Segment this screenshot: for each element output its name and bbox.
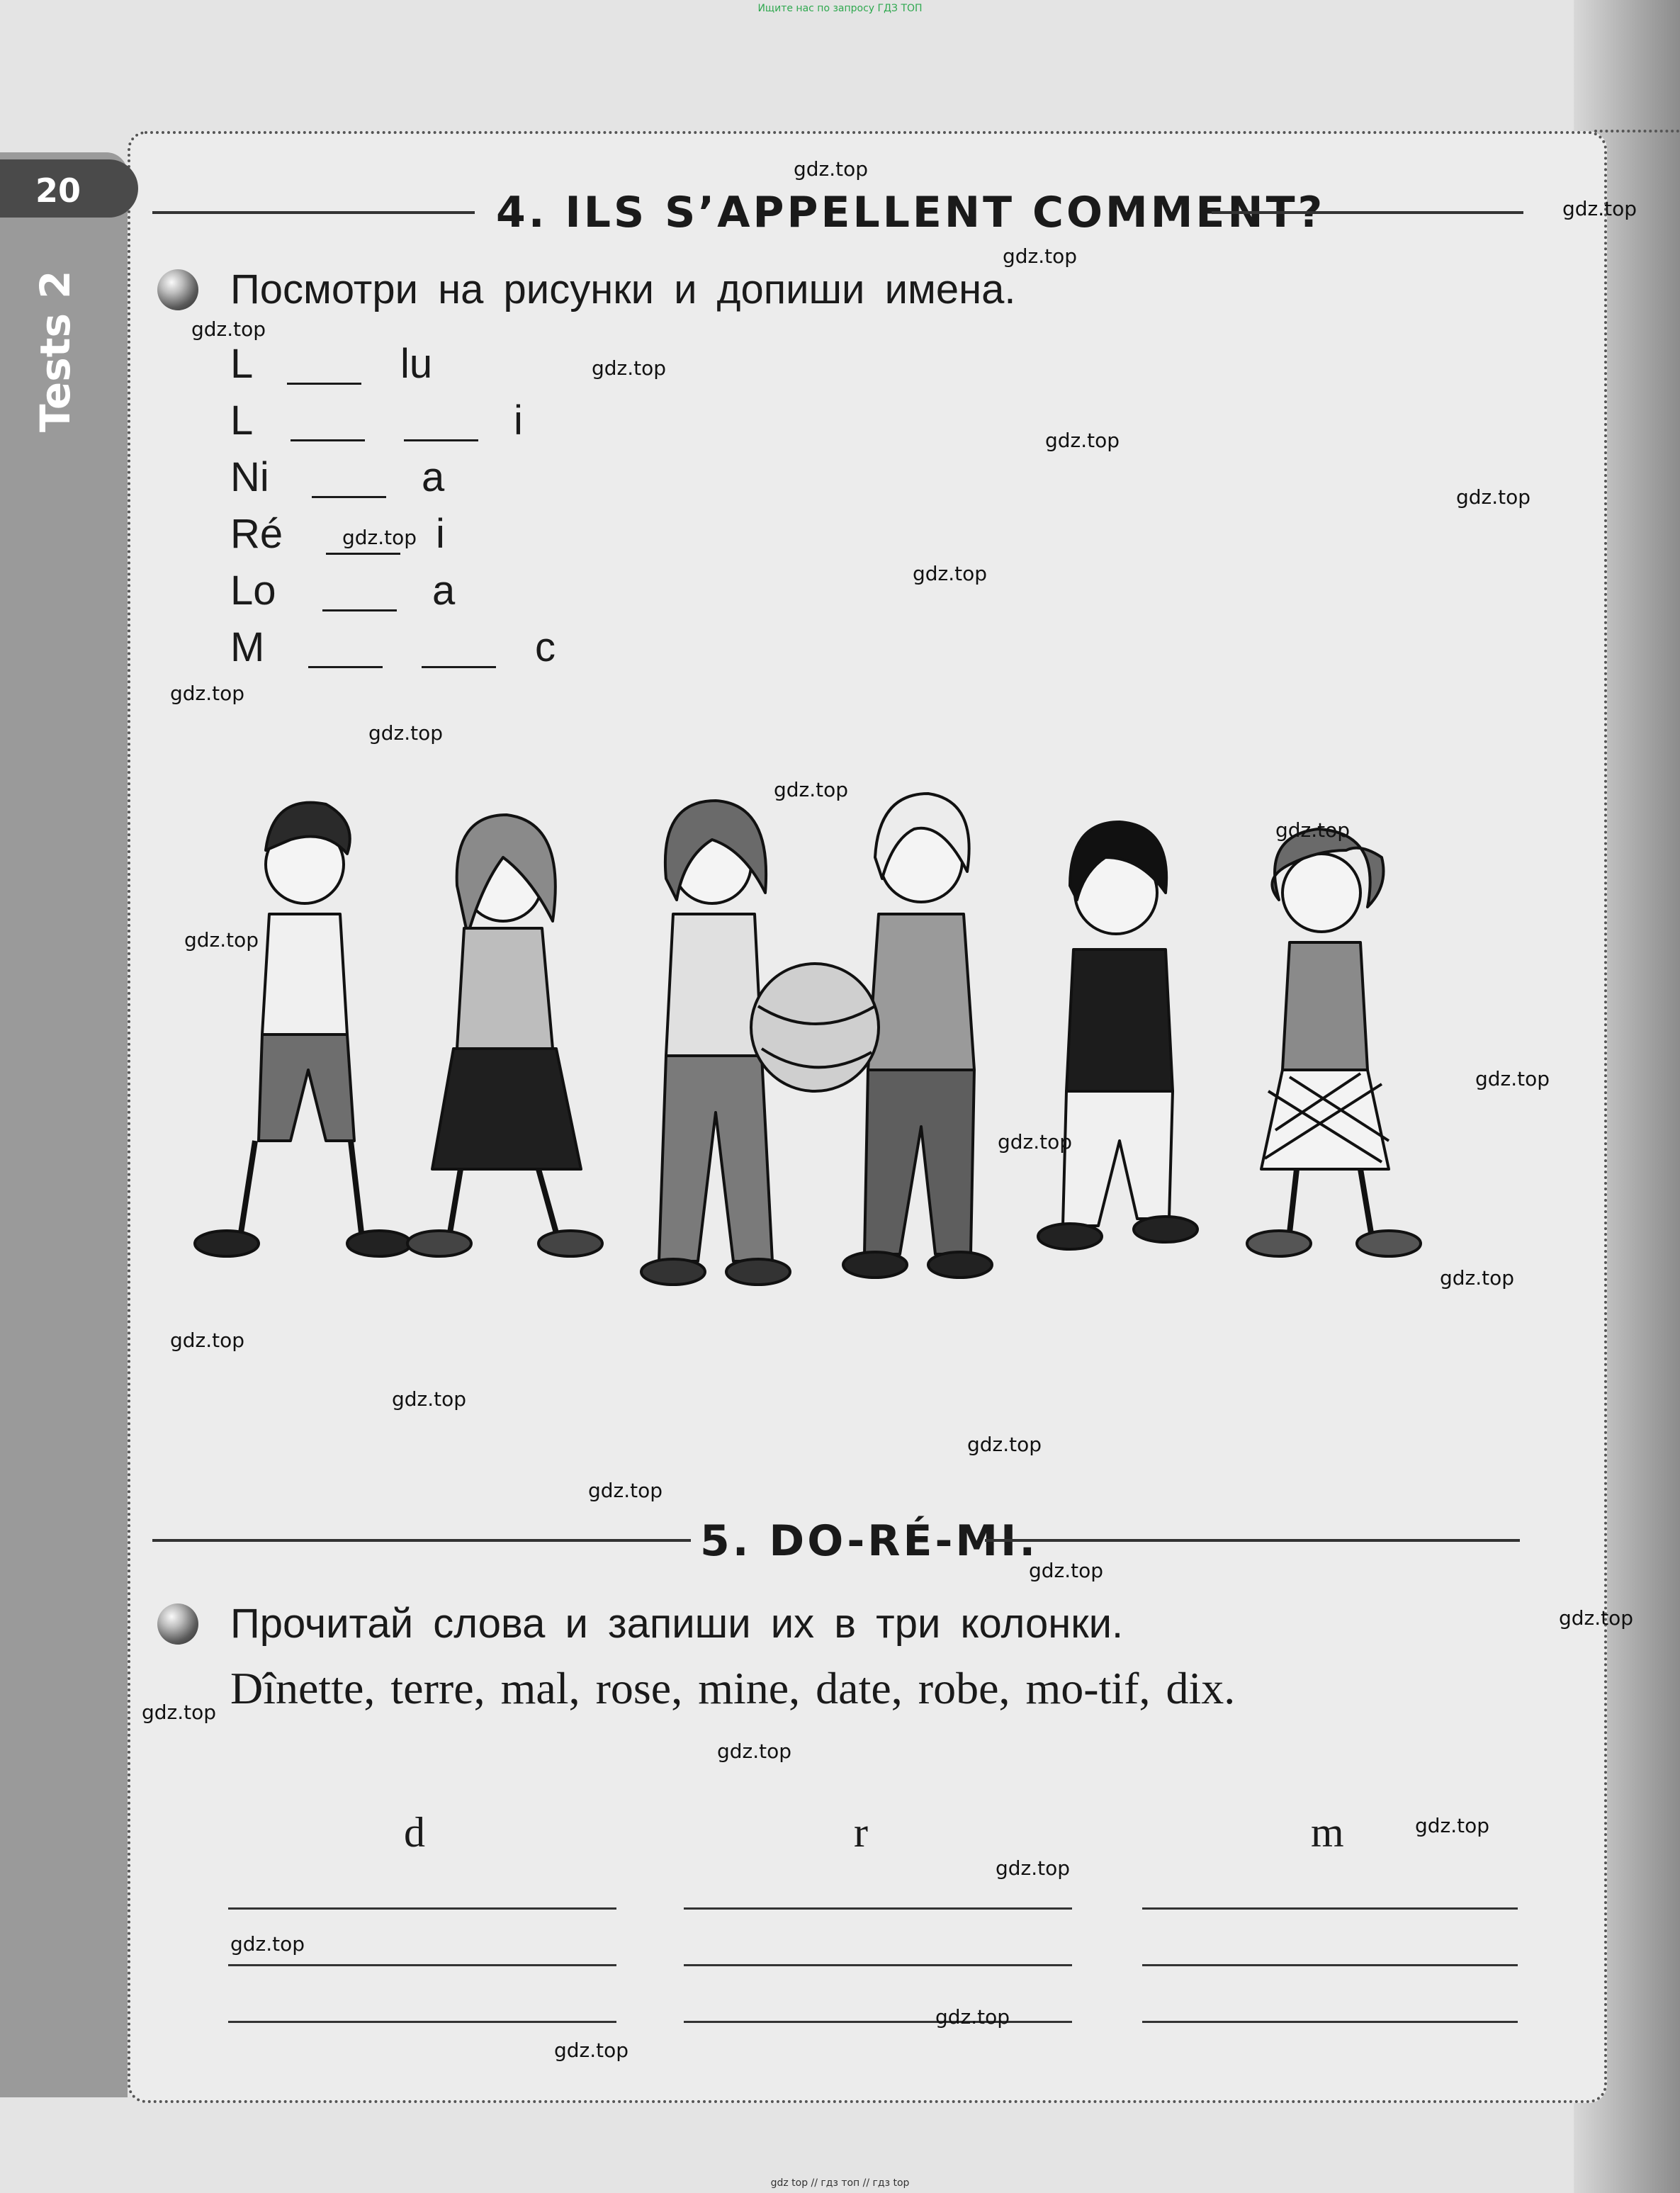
child-figure bbox=[751, 794, 992, 1278]
watermark: gdz.top bbox=[913, 562, 988, 585]
watermark: gdz.top bbox=[1003, 244, 1078, 268]
watermark: gdz.top bbox=[1440, 1266, 1515, 1290]
side-label: Tests 2 bbox=[31, 270, 79, 432]
letter-blank[interactable] bbox=[308, 666, 383, 668]
watermark: gdz.top bbox=[554, 2039, 629, 2062]
watermark: gdz.top bbox=[1275, 818, 1351, 842]
watermark: gdz.top bbox=[184, 928, 259, 952]
section5-rule-right bbox=[985, 1539, 1520, 1542]
answer-line[interactable] bbox=[684, 1907, 1072, 1910]
watermark: gdz.top bbox=[191, 317, 266, 341]
name-start: L bbox=[230, 341, 254, 387]
page-frame-edge bbox=[1594, 130, 1679, 133]
watermark: gdz.top bbox=[774, 778, 849, 801]
section5-rule-left bbox=[152, 1539, 691, 1542]
watermark: gdz.top bbox=[1029, 1559, 1104, 1582]
watermark: gdz.top bbox=[794, 157, 869, 181]
watermark: gdz.top bbox=[1475, 1067, 1550, 1090]
child-figure bbox=[407, 815, 602, 1256]
name-end: lu bbox=[400, 341, 433, 387]
answer-line[interactable] bbox=[1142, 2021, 1518, 2023]
watermark: gdz.top bbox=[368, 721, 444, 745]
letter-blank[interactable] bbox=[322, 609, 397, 611]
name-end: a bbox=[432, 568, 456, 614]
answer-line[interactable] bbox=[228, 1964, 616, 1966]
letter-blank[interactable] bbox=[312, 496, 386, 498]
letter-blank[interactable] bbox=[291, 439, 365, 441]
watermark: gdz.top bbox=[230, 1932, 305, 1956]
answer-line[interactable] bbox=[684, 2021, 1072, 2023]
answer-line[interactable] bbox=[1142, 1964, 1518, 1966]
answer-line[interactable] bbox=[684, 1964, 1072, 1966]
name-end: a bbox=[422, 454, 445, 500]
side-tab bbox=[0, 152, 128, 2097]
letter-blank[interactable] bbox=[326, 553, 400, 555]
watermark: gdz.top bbox=[717, 1740, 792, 1763]
watermark: gdz.top bbox=[967, 1433, 1042, 1456]
watermark: gdz.top bbox=[998, 1130, 1073, 1154]
watermark: gdz.top bbox=[1045, 429, 1120, 452]
name-start: Ni bbox=[230, 454, 269, 500]
watermark: gdz.top bbox=[996, 1856, 1071, 1880]
child-figure bbox=[1247, 829, 1421, 1256]
child-figure bbox=[195, 803, 411, 1256]
column-heading-d: d bbox=[404, 1809, 425, 1856]
section5-bullet-icon bbox=[157, 1603, 198, 1645]
watermark: gdz.top bbox=[588, 1479, 663, 1502]
name-end: c bbox=[535, 624, 556, 670]
name-start: M bbox=[230, 624, 265, 670]
children-illustration bbox=[184, 772, 1445, 1339]
name-start: Lo bbox=[230, 568, 276, 614]
watermark: gdz.top bbox=[170, 682, 245, 705]
section5-title: 5. DO-RÉ-MI. bbox=[700, 1516, 1039, 1566]
word-list: Dînette, terre, mal, rose, mine, date, robe, mo-tif, dix. bbox=[230, 1663, 1236, 1713]
child-figure bbox=[1038, 822, 1197, 1249]
watermark: gdz.top bbox=[392, 1387, 467, 1411]
section4-instruction: Посмотри на рисунки и допиши имена. bbox=[230, 266, 1016, 312]
section4-bullet-icon bbox=[157, 269, 198, 310]
name-end: i bbox=[436, 511, 445, 557]
letter-blank[interactable] bbox=[287, 383, 361, 385]
section4-title: 4. ILS S’APPELLENT COMMENT? bbox=[496, 188, 1326, 237]
watermark: gdz.top bbox=[1415, 1814, 1490, 1837]
section4-rule-right bbox=[1212, 211, 1523, 214]
column-heading-m: m bbox=[1311, 1809, 1344, 1856]
answer-line[interactable] bbox=[228, 1907, 616, 1910]
watermark: gdz.top bbox=[1562, 197, 1637, 220]
page-number: 20 bbox=[35, 171, 81, 210]
watermark: gdz.top bbox=[935, 2005, 1010, 2029]
answer-line[interactable] bbox=[228, 2021, 616, 2023]
section5-instruction: Прочитай слова и запиши их в три колонки. bbox=[230, 1601, 1124, 1647]
letter-blank[interactable] bbox=[422, 666, 496, 668]
top-banner: Ищите нас по запросу ГДЗ ТОП bbox=[757, 3, 923, 14]
watermark: gdz.top bbox=[342, 526, 417, 549]
bottom-banner: gdz top // гдз топ // гдз top bbox=[770, 2177, 910, 2189]
name-start: L bbox=[230, 398, 254, 444]
watermark: gdz.top bbox=[1456, 485, 1531, 509]
watermark: gdz.top bbox=[142, 1701, 217, 1724]
name-end: i bbox=[514, 398, 523, 444]
letter-blank[interactable] bbox=[404, 439, 478, 441]
section4-rule-left bbox=[152, 211, 475, 214]
column-heading-r: r bbox=[854, 1809, 868, 1856]
watermark: gdz.top bbox=[592, 356, 667, 380]
watermark: gdz.top bbox=[1559, 1606, 1634, 1630]
answer-line[interactable] bbox=[1142, 1907, 1518, 1910]
watermark: gdz.top bbox=[170, 1329, 245, 1352]
name-start: Ré bbox=[230, 511, 283, 557]
